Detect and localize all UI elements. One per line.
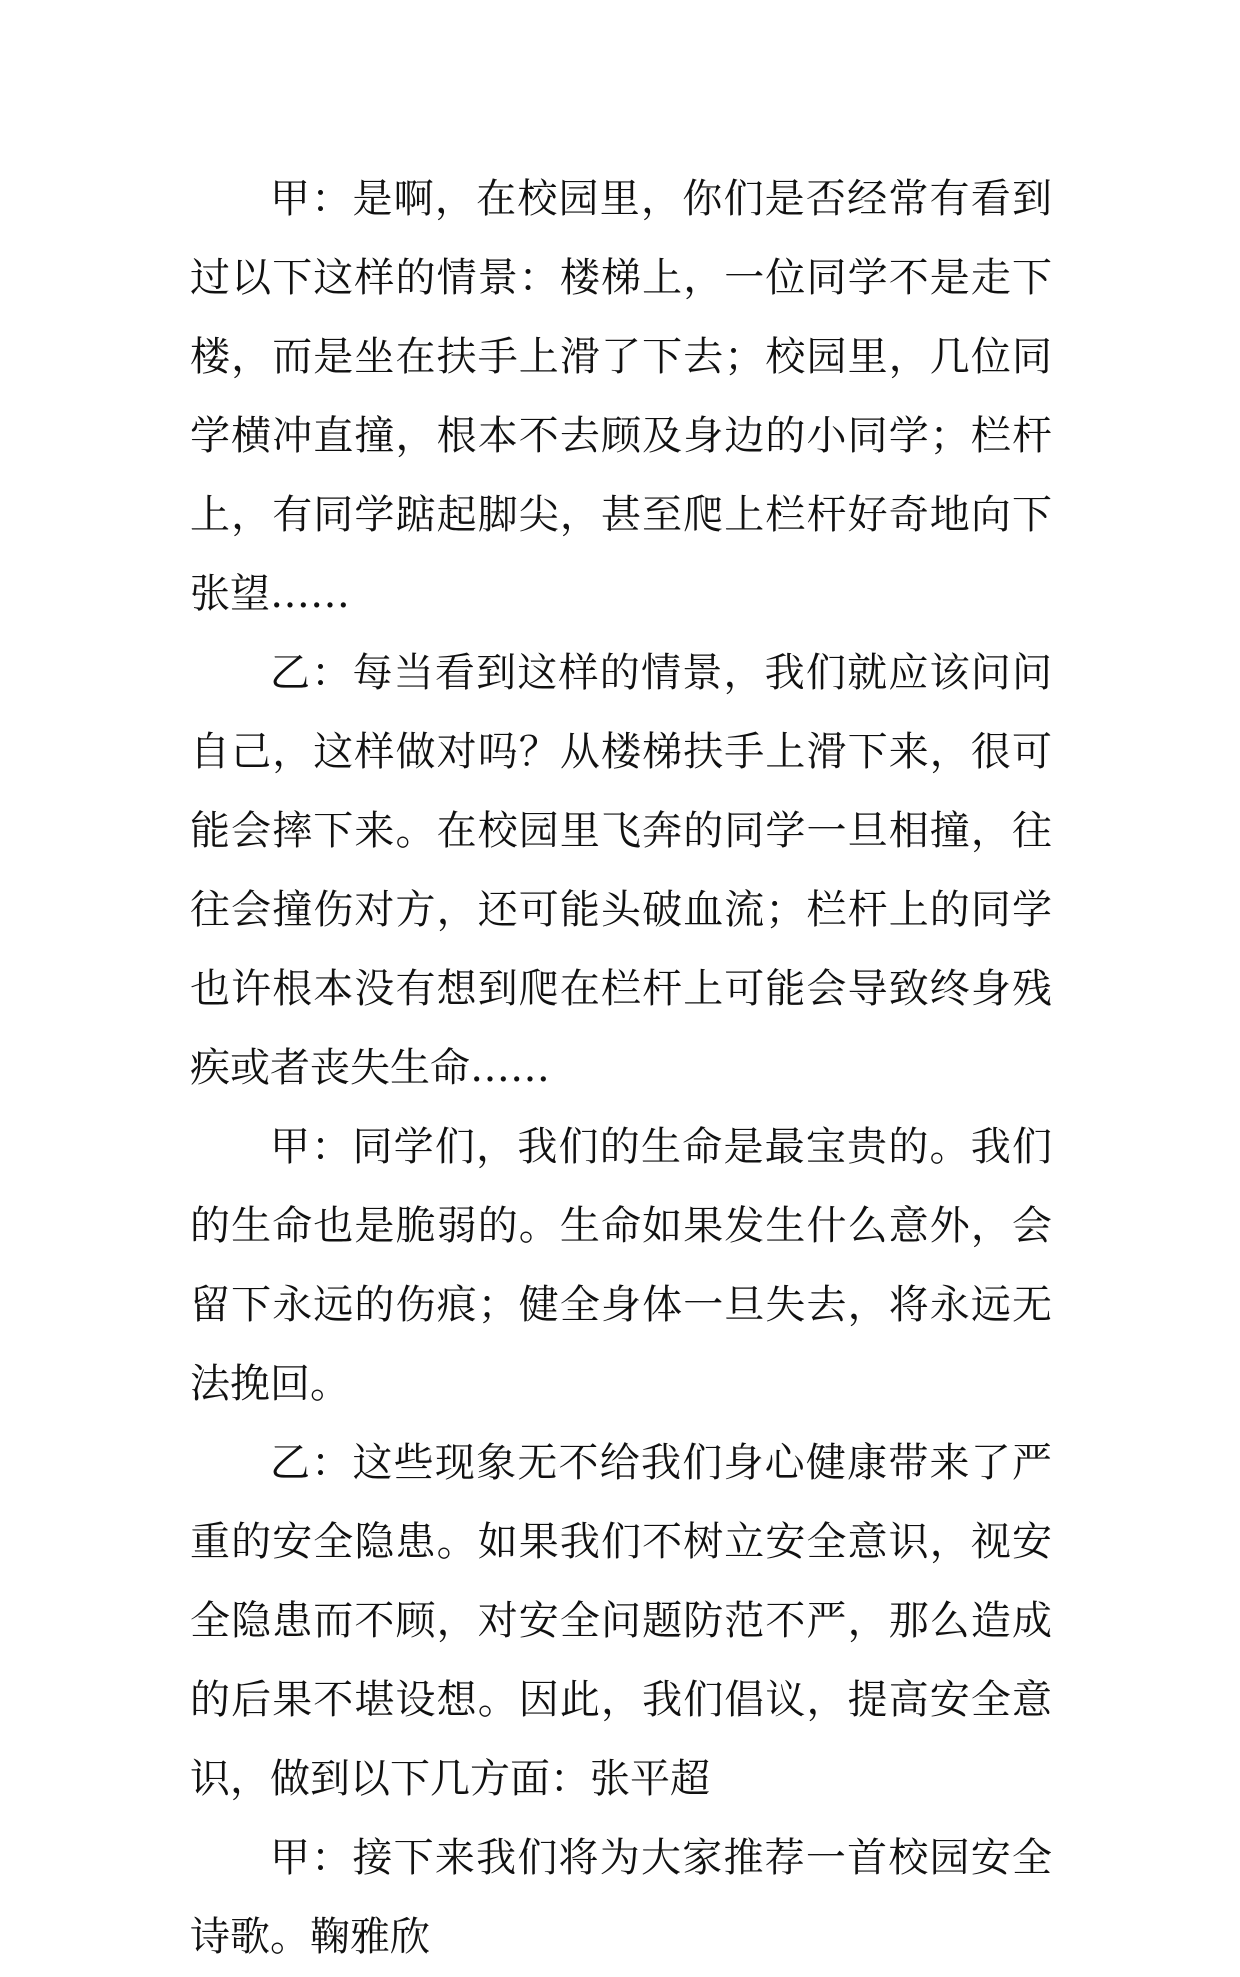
- paragraph-yi-1: 乙：每当看到这样的情景，我们就应该问问自己，这样做对吗？从楼梯扶手上滑下来，很可能会摔下来。在校园里飞奔的同学一旦相撞，往往会撞伤对方，还可能头破血流；栏杆上的同学也许根本没有想到爬在栏杆上可能会导致终身残疾或者丧失生命……: [190, 650, 1052, 1091]
- paragraph-jia-1: 甲：是啊，在校园里，你们是否经常有看到过以下这样的情景：楼梯上，一位同学不是走下楼，而是坐在扶手上滑了下去；校园里，几位同学横冲直撞，根本不去顾及身边的小同学；栏杆上，有同学踮起脚尖，甚至爬上栏杆好奇地向下张望……: [190, 176, 1052, 617]
- document-body: [190, 160, 1052, 1977]
- paragraph-yi-2: 乙：这些现象无不给我们身心健康带来了严重的安全隐患。如果我们不树立安全意识，视安全隐患而不顾，对安全问题防范不严，那么造成的后果不堪设想。因此，我们倡议，提高安全意识，做到以下几方面：张平超: [190, 1440, 1052, 1802]
- paragraph-jia-3: 甲：接下来我们将为大家推荐一首校园安全诗歌。鞠雅欣: [190, 1835, 1052, 1960]
- paragraph-jia-2: 甲：同学们，我们的生命是最宝贵的。我们的生命也是脆弱的。生命如果发生什么意外，会留下永远的伤痕；健全身体一旦失去，将永远无法挽回。: [190, 1124, 1052, 1407]
